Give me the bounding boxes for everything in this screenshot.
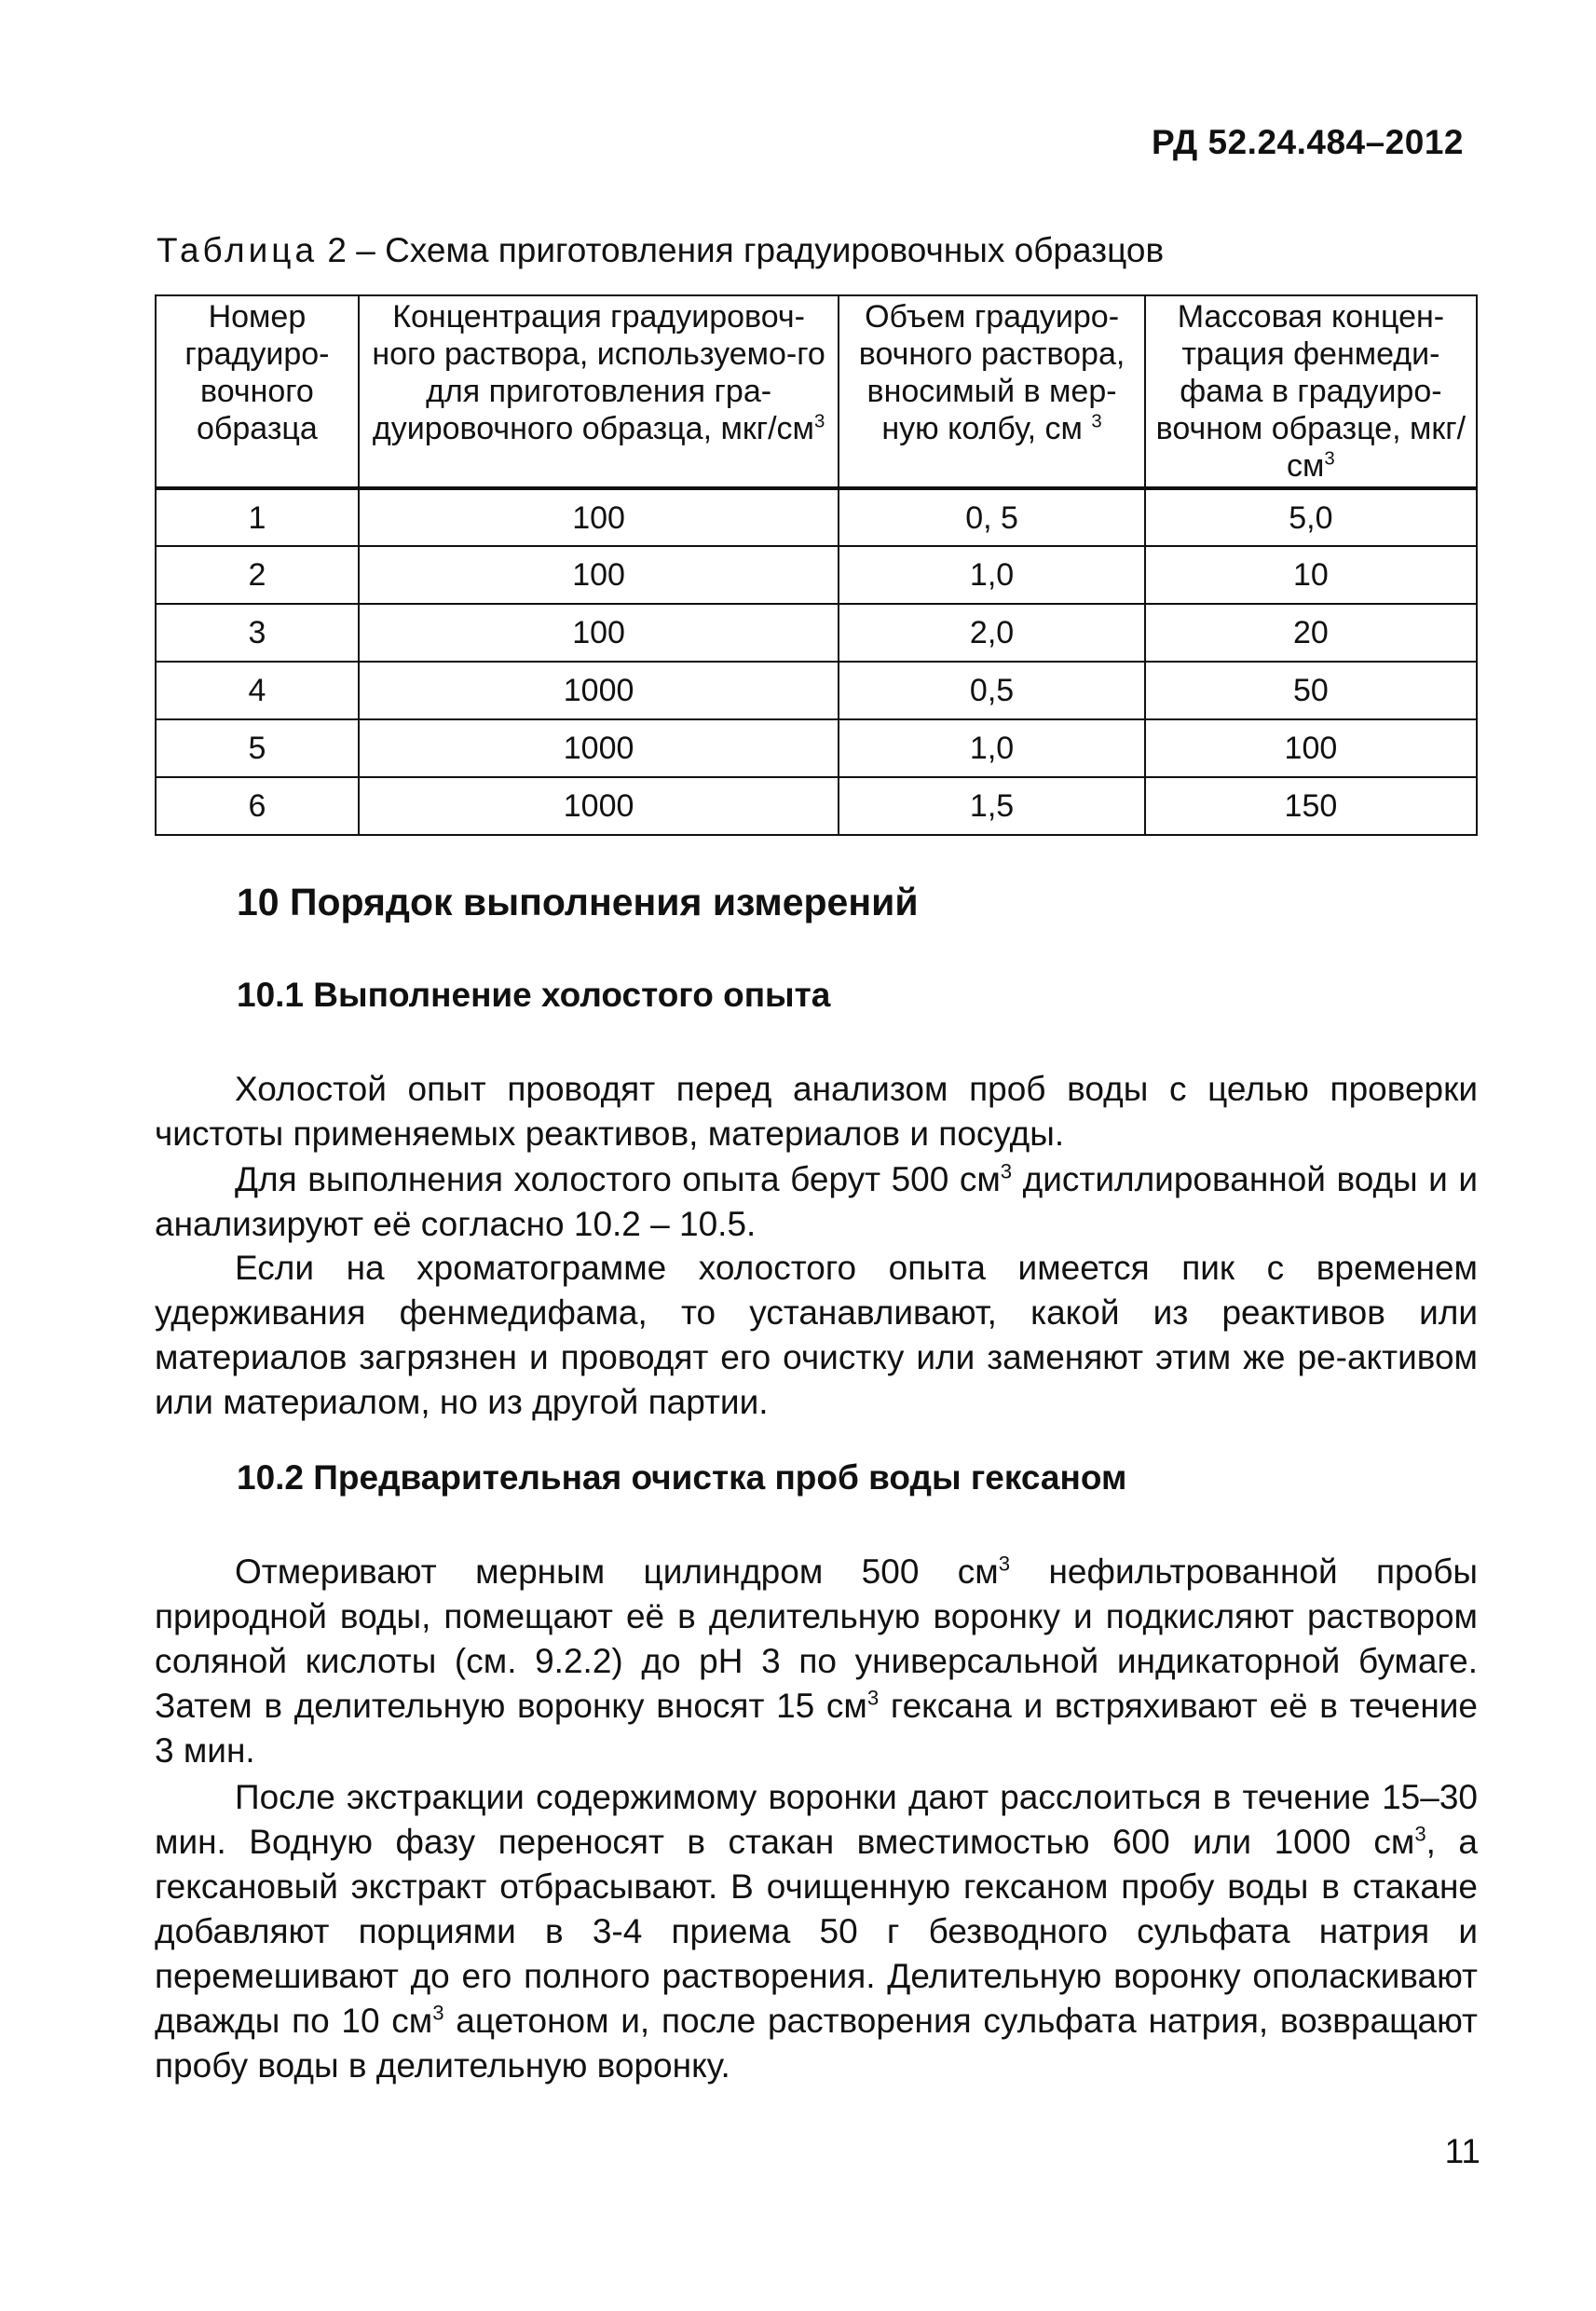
table-row [156, 604, 1477, 662]
cell-concentration: 1000 [359, 777, 839, 835]
cell-volume: 0,5 [839, 662, 1144, 719]
table-caption-text: 2 – Схема приготовления градуировочных образцов [327, 231, 1165, 269]
table-caption [157, 231, 1164, 270]
cell-mass-concentration: 50 [1145, 662, 1477, 719]
cell-sample-number: 1 [156, 488, 359, 546]
section-10-1-paragraph-2: Для выполнения холостого опыта берут 500 $см^3$ дистиллированной воды и и анализируют её согласно 10.2 – 10.5. [155, 1159, 1478, 1243]
table-row [156, 546, 1477, 604]
cell-sample-number: 3 [156, 604, 359, 662]
cell-concentration: 1000 [359, 719, 839, 777]
cell-concentration: 100 [359, 604, 839, 662]
cell-volume: 1,0 [839, 719, 1144, 777]
cell-mass-concentration: 100 [1145, 719, 1477, 777]
cell-volume: 0, 5 [839, 488, 1144, 546]
cell-sample-number: 6 [156, 777, 359, 835]
table-row [156, 662, 1477, 719]
cell-mass-concentration: 150 [1145, 777, 1477, 835]
header-solution-volume: Объем градуиро-вочного раствора, вносимый в мер-ную колбу, см $^3$ [839, 295, 1144, 488]
calibration-table [155, 294, 1478, 836]
cell-mass-concentration: 5,0 [1145, 488, 1477, 546]
cell-volume: 1,0 [839, 546, 1144, 604]
cell-volume: 2,0 [839, 604, 1144, 662]
header-solution-concentration: Концентрация градуировоч-ного раствора, используемо-го для приготовления гра-дуировочного образца, мкг/$см^3$ [359, 295, 839, 488]
table-row [156, 488, 1477, 546]
cell-mass-concentration: 10 [1145, 546, 1477, 604]
section-10-1-heading: 10.1 Выполнение холостого опыта [237, 976, 831, 1014]
cell-mass-concentration: 20 [1145, 604, 1477, 662]
header-sample-number: Номер градуиро-вочного образца [156, 295, 359, 488]
table-row [156, 777, 1477, 835]
cell-sample-number: 4 [156, 662, 359, 719]
section-10-1-paragraph-3: Если на хроматограмме холостого опыта имеется пик с временем удерживания фенмедифама, то устанавливают, какой из реактивов или материалов загрязнен и проводят его очистку или заменяют этим же ре-активом или материалом, но из другой партии. [155, 1249, 1478, 1421]
cell-concentration: 100 [359, 488, 839, 546]
section-10-2-heading: 10.2 Предварительная очистка проб воды гексаном [237, 1458, 1127, 1497]
table-header-row [156, 295, 1477, 488]
cell-volume: 1,5 [839, 777, 1144, 835]
cell-sample-number: 5 [156, 719, 359, 777]
cell-concentration: 100 [359, 546, 839, 604]
table-row [156, 719, 1477, 777]
section-10-1-paragraph-1: Холостой опыт проводят перед анализом проб воды с целью проверки чистоты применяемых реактивов, материалов и посуды. [155, 1070, 1478, 1153]
section-10-heading: 10 Порядок выполнения измерений [237, 881, 919, 923]
section-10-2-paragraph-1: Отмеривают мерным цилиндром 500 $см^3$ нефильтрованной пробы природной воды, помещают её в делительную воронку и подкисляют раствором соляной кислоты (см. 9.2.2) до рН 3 по универсальной индикаторной бумаге. Затем в делительную воронку вносят 15 $см^3$ гексана и встряхивают её в течение 3 мин. [155, 1552, 1478, 1770]
document-code: РД 52.24.484–2012 [1152, 123, 1464, 161]
cell-sample-number: 2 [156, 546, 359, 604]
table-caption-label: Таблица [157, 231, 319, 269]
header-mass-concentration: Массовая концен-трация фенмеди-фама в градуиро-вочном образце, мкг/$см^3$ [1145, 295, 1477, 488]
page-number: 11 [1444, 2132, 1480, 2170]
section-10-2-paragraph-2: После экстракции содержимому воронки дают расслоиться в течение 15–30 мин. Водную фазу переносят в стакан вместимостью 600 или 1000 $см^3$, а гексановый экстракт отбрасывают. В очищенную гексаном пробу воды в стакане добавляют порциями в 3-4 приема 50 г безводного сульфата натрия и перемешивают до его полного растворения. Делительную воронку ополаскивают дважды по 10 $см^3$ ацетоном и, после растворения сульфата натрия, возвращают пробу воды в делительную воронку. [155, 1778, 1478, 2085]
cell-concentration: 1000 [359, 662, 839, 719]
